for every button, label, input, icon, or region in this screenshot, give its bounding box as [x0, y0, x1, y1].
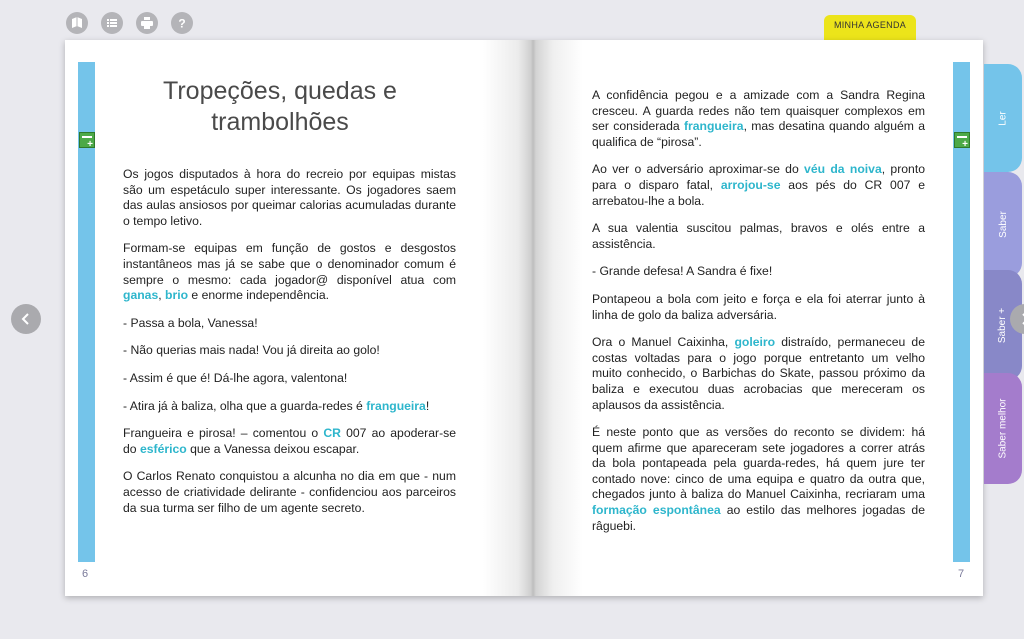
right-page-number: 7 [958, 568, 965, 580]
left-page-number: 6 [82, 568, 89, 580]
paragraph: - Grande defesa! A Sandra é fixe! [592, 264, 773, 279]
add-note-icon[interactable] [954, 132, 970, 148]
glossary-link-formacao-espontanea[interactable]: formação espontânea [592, 503, 721, 518]
text: 007 ao apoderar-se do [123, 426, 456, 456]
text: , pronto para o disparo fatal, [592, 162, 925, 192]
paragraph: Pontapeou a bola com jeito e força e ela foi aterrar junto à linha de golo da baliza adversária. [592, 291, 925, 322]
book-gutter [483, 40, 583, 596]
add-note-icon[interactable] [79, 132, 95, 148]
paragraph [123, 399, 456, 415]
text: ao estilo das melhores jogadas de râguebi. [592, 503, 925, 533]
text: e enorme independência. [188, 288, 329, 303]
glossary-link-arrojou-se[interactable]: arrojou-se [720, 177, 781, 192]
paragraph: - Passa a bola, Vanessa! [123, 315, 258, 330]
list-icon[interactable] [101, 12, 123, 34]
paragraph: O Carlos Renato conquistou a alcunha no dia em que - num acesso de criatividade delirante - confidenciou aos parceiros da sua turma ser filho de um agente secreto. [123, 469, 456, 515]
glossary-link-cr[interactable]: CR [323, 426, 341, 441]
text: ! [425, 398, 430, 413]
text: A confidência pegou e a amizade com a Sandra Regina cresceu. A guarda redes não tem quaisquer complexos em ser considerada [592, 88, 925, 134]
chevron-left-icon [19, 312, 33, 326]
tab-label: Saber + [997, 307, 1009, 343]
paragraph [592, 88, 925, 150]
glossary-link-esferico[interactable]: esférico [139, 441, 187, 456]
book-icon[interactable] [66, 12, 88, 34]
book-spread [65, 40, 983, 596]
text: Ao ver o adversário aproximar-se do [592, 162, 805, 177]
glossary-link-brio[interactable]: brio [165, 288, 189, 303]
text: É neste ponto que as versões do reconto se dividem: há quem afirme que apareceram sete jogadores a correr atrás da bola pontapeada pela guarda-redes, há quem jure ter contado nove: cinco de uma equipa e quatro da outra que, chegados junto à baliza do Manuel Caixinha, recriaram uma [592, 425, 925, 502]
page-title [145, 76, 415, 138]
text: - Atira já à baliza, olha que a guarda-redes é [123, 398, 367, 413]
text: Formam-se equipas em função de gostos e desgostos instantâneos mas já se sabe que o denominador comum é sempre o mesmo: cada jogador@ disponível atua com [123, 241, 456, 287]
left-page-text [123, 167, 456, 528]
agenda-tab[interactable]: MINHA AGENDA [824, 15, 916, 41]
text: Ora o Manuel Caixinha, [592, 335, 735, 350]
paragraph: A sua valentia suscitou palmas, bravos e olés entre a assistência. [592, 221, 925, 251]
tab-ler[interactable] [984, 64, 1022, 172]
text: , [158, 288, 166, 303]
chevron-right-icon [1018, 312, 1024, 326]
help-icon[interactable] [171, 12, 193, 34]
paragraph [123, 426, 456, 457]
tab-saber-melhor[interactable] [984, 373, 1022, 484]
text: Frangueira e pirosa! – comentou o [123, 426, 324, 441]
text: que a Vanessa deixou escapar. [186, 441, 360, 456]
tab-label: Ler [997, 110, 1009, 126]
right-page-text [592, 88, 925, 546]
text: distraído, permaneceu de costas voltadas para o jogo porque entretanto um velho muito conhecido, o Barbichas do Skate, passou próximo da baliza e executou duas acrobacias que mereceram os aplausos da assistência. [592, 335, 925, 412]
svg-text:?: ? [178, 16, 186, 30]
glossary-link-frangueira[interactable]: frangueira [366, 398, 426, 413]
glossary-link-veu-da-noiva[interactable]: véu da noiva [804, 162, 882, 177]
paragraph [123, 241, 456, 303]
paragraph: - Não querias mais nada! Vou já direita ao golo! [123, 343, 380, 358]
paragraph: Os jogos disputados à hora do recreio por equipas mistas são um espetáculo super interessante. Os jogadores saem das aulas ansiosos por queimar calorias acumuladas durante o tempo letivo. [123, 167, 456, 228]
glossary-link-goleiro[interactable]: goleiro [734, 335, 776, 350]
paragraph: - Assim é que é! Dá-lhe agora, valentona! [123, 370, 348, 385]
paragraph [592, 425, 925, 534]
paragraph [592, 335, 925, 413]
tab-label: Saber melhor [997, 398, 1009, 459]
previous-page-button[interactable] [11, 304, 41, 334]
paragraph [592, 162, 925, 209]
text: , mas desatina quando alguém a qualifica de “pirosa”. [592, 119, 925, 149]
text: aos pés do CR 007 e arrebatou-lhe a bola. [592, 177, 925, 208]
glossary-link-ganas[interactable]: ganas [123, 288, 159, 303]
top-toolbar [66, 12, 193, 34]
title-line-2: trambolhões [211, 108, 349, 136]
title-line-1: Tropeções, quedas e [163, 77, 397, 105]
print-icon[interactable] [136, 12, 158, 34]
tab-saber[interactable] [984, 172, 1022, 277]
tab-label: Saber [997, 211, 1009, 238]
glossary-link-frangueira[interactable]: frangueira [683, 119, 744, 134]
